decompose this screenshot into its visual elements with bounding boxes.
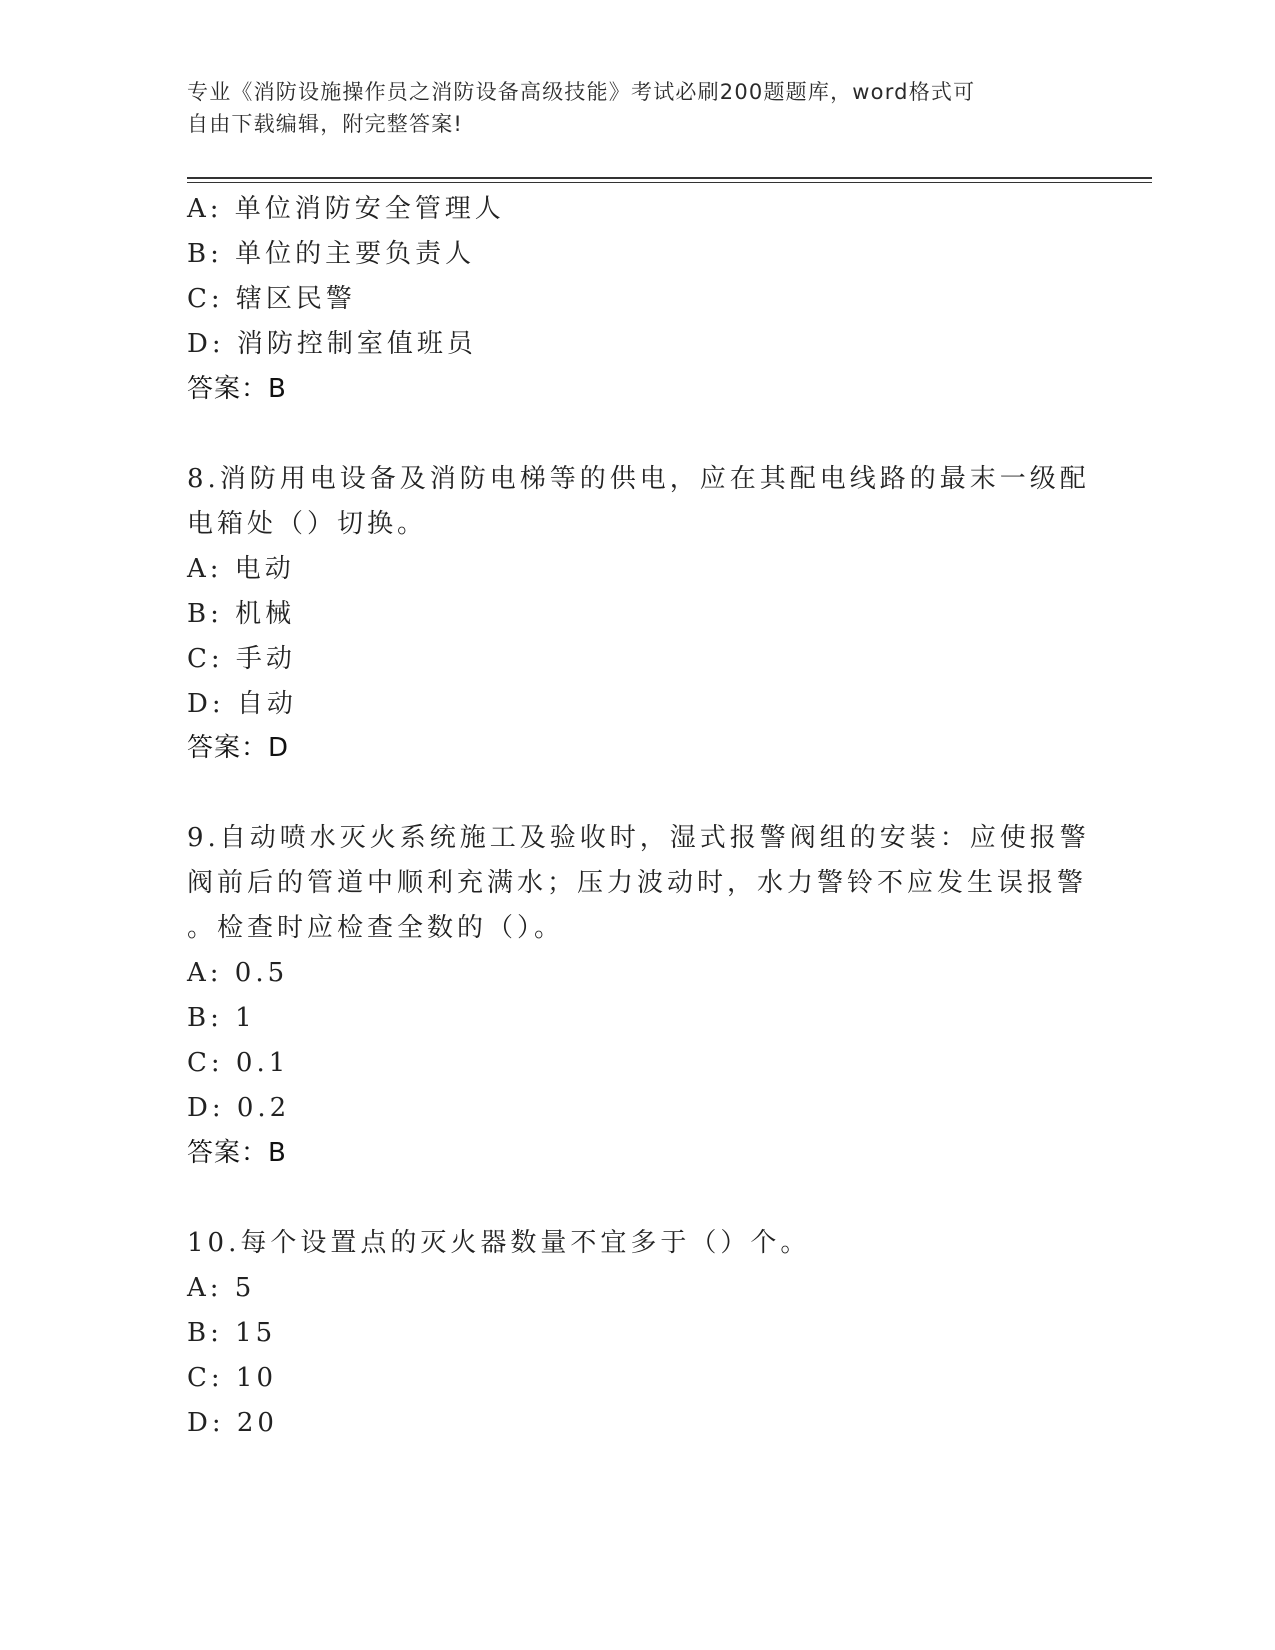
q7-answer: 答案：B (187, 374, 287, 404)
q8-answer: 答案：D (187, 733, 290, 763)
q8-option-a: A: 电动 (187, 554, 295, 584)
q9-stem-line-3: 。检查时应检查全数的（）。 (187, 913, 565, 943)
q8-option-b: B: 机械 (187, 599, 296, 629)
q9-option-b: B: 1 (187, 1003, 256, 1033)
q9-option-d: D: 0.2 (187, 1093, 291, 1123)
q9-answer: 答案：B (187, 1138, 287, 1168)
header-divider (187, 177, 1152, 183)
q9-stem-line-2: 阀前后的管道中顺利充满水；压力波动时，水力警铃不应发生误报警 (187, 868, 1088, 898)
q8-stem-line-2: 电箱处（）切换。 (187, 509, 428, 539)
q10-option-d: D: 20 (187, 1408, 278, 1438)
q7-option-d: D: 消防控制室值班员 (187, 329, 477, 359)
header-line-2: 自由下载编辑，附完整答案! (187, 112, 464, 136)
q10-option-b: B: 15 (187, 1318, 277, 1348)
q9-option-a: A: 0.5 (187, 958, 289, 988)
q9-stem-line-1: 9.自动喷水灭火系统施工及验收时，湿式报警阀组的安装：应使报警 (187, 823, 1090, 853)
document-header (187, 76, 1067, 140)
q7-option-b: B: 单位的主要负责人 (187, 239, 476, 269)
q7-option-a: A: 单位消防安全管理人 (187, 194, 505, 224)
q8-option-d: D: 自动 (187, 689, 297, 719)
q8-option-c: C: 手动 (187, 644, 296, 674)
q9-option-c: C: 0.1 (187, 1048, 290, 1078)
header-line-1: 专业《消防设施操作员之消防设备高级技能》考试必刷200题题库，word格式可 (187, 80, 976, 104)
q10-option-a: A: 5 (187, 1273, 256, 1303)
q8-stem-line-1: 8.消防用电设备及消防电梯等的供电，应在其配电线路的最末一级配 (187, 464, 1090, 494)
q10-stem-line-1: 10.每个设置点的灭火器数量不宜多于（）个。 (187, 1228, 811, 1258)
q10-option-c: C: 10 (187, 1363, 278, 1393)
q7-option-c: C: 辖区民警 (187, 284, 356, 314)
